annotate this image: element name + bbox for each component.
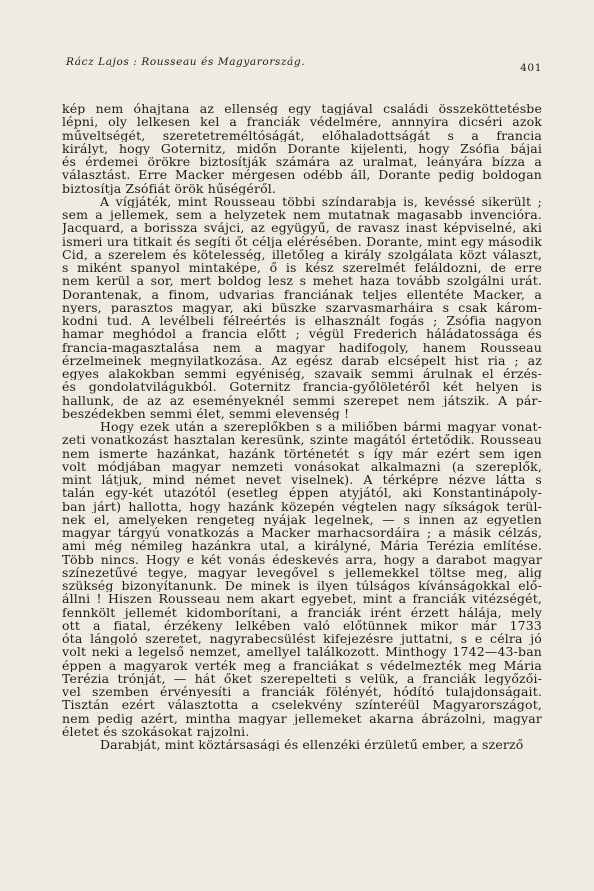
text-line: vel szemben érvényesíti a franciák fölényét, hódító tulajdonságait. (62, 685, 542, 699)
text-line: A vígjáték, mint Rousseau többi színdarabja is, kevéssé sikerült ; (100, 194, 542, 208)
text-line: volt neki a legelső nemzet, amellyel találkozott. Minthogy 1742—43-ban (62, 645, 542, 659)
running-title: Rácz Lajos : Rousseau és Magyarország. (66, 56, 306, 68)
paragraph (62, 420, 542, 738)
text-line: fennkölt jellemét kidomborítani, a franciák irént érzett hálája, mely (62, 605, 542, 619)
text-line: lépni, oly lelkesen kel a franciák védelmére, annnyira dicséri azok (62, 115, 542, 129)
text-line: műveltségét, szeretetreméltóságát, előhaladottságát s a francia (62, 128, 542, 142)
text-line: ismeri ura titkait és segíti őt célja elérésében. Dorante, mint egy második (62, 234, 542, 248)
text-line: beszédekben semmi élet, semmi elevenség ! (62, 406, 350, 420)
paragraph (62, 195, 542, 420)
text-line: éppen a magyarok verték meg a franciákat s védelmezték meg Mária (62, 658, 542, 672)
text-line: nem kerül a sor, mert boldog lesz s mehet haza tovább szolgálni urát. (62, 274, 542, 288)
text-line: ban járt) hallotta, hogy hazánk közepén végtelen nagy síkságok terül- (62, 499, 542, 513)
text-line: szükség bizonyítanunk. De minek is ilyen túlságos kívánságokkal elő- (62, 579, 542, 593)
text-line: s miként spanyol mintaképe, ő is kész szerelmét feláldozni, de erre (62, 261, 542, 275)
text-line: Dorantenak, a finom, udvarias franciának teljes ellentéte Macker, a (62, 287, 542, 301)
text-line: francia-magasztalása nem a magyar hadifogoly, hanem Rousseau (62, 340, 542, 354)
text-line: nyers, parasztos magyar, aki büszke szarvasmarháira s csak károm- (62, 300, 542, 314)
text-line: nem pedig azért, mintha magyar jellemeket akarna ábrázolni, magyar (62, 711, 542, 725)
text-line: hamar meghódol a francia előtt ; végül Frederich háládatossága és (62, 327, 542, 341)
text-line: ami még némileg hazánkra utal, a királyné, Mária Terézia említése. (62, 539, 542, 553)
text-line: Jacquard, a borissza svájci, az együgyű, de ravasz inast képviselné, aki (62, 221, 542, 235)
text-line: nek el, amelyeken rengeteg nyájak legelnek, — s innen az egyetlen (62, 512, 542, 526)
text-line: színezetűvé tegye, magyar levegővel s jellemekkel töltse meg, alig (62, 565, 542, 579)
body-text (62, 102, 542, 751)
text-line: Darabját, mint köztársasági és ellenzéki érzületű ember, a szerző (100, 738, 524, 752)
text-line: egyes alakokban semmi egyéniség, szavaik semmi árulnak el érzés- (62, 367, 542, 381)
text-line: volt módjában magyar nemzeti vonásokat alkalmazni (a szereplők, (62, 459, 542, 473)
text-line: Több nincs. Hogy e két vonás édeskevés arra, hogy a darabot magyar (62, 552, 542, 566)
text-line: kép nem óhajtana az ellenség egy tagjával családi összeköttetésbe (62, 102, 542, 116)
text-line: nem ismerte hazánkat, hazánk történetét s így már ezért sem igen (62, 446, 542, 460)
running-head (66, 56, 542, 72)
text-line: érzelmeinek megnyilatkozása. Az egész darab elcsépelt hist ria ; az (62, 353, 542, 367)
text-line: Tisztán ezért választotta a cselekvény színteréül Magyarországot, (62, 698, 542, 712)
text-line: kodni tud. A levélbeli félreértés is elhasznált fogás ; Zsófia nagyon (62, 314, 542, 328)
text-line: óta lángoló szeretet, nagyrabecsülést kifejezésre juttatni, s e célra jó (62, 632, 542, 646)
text-line: életet és szokásokat rajzolni. (62, 724, 250, 738)
page-number: 401 (520, 62, 542, 74)
text-line: ott a fiatal, érzékeny lelkében való előtünnek mikor már 1733 (62, 618, 542, 632)
text-line: magyar tárgyú vonatkozás a Macker marhacsordáira ; a másik célzás, (62, 526, 542, 540)
text-line: Terézia trónját, — hát őket szerepelteti s velük, a franciák legyőzői- (62, 671, 542, 685)
text-line: választást. Erre Macker mérgesen odébb áll, Dorante pedig boldogan (62, 168, 542, 182)
text-line: mint látjuk, mind német nevet viselnek). A térképre nézve látta s (62, 473, 542, 487)
paragraph (62, 738, 542, 751)
text-line: állni ! Hiszen Rousseau nem akart egyebet, mint a franciák vitézségét, (62, 592, 542, 606)
text-line: sem a jellemek, sem a helyzetek nem mutatnak magasabb invencióra. (62, 208, 542, 222)
text-line: és érdemei örökre biztosítják számára az uralmat, leányára bízza a (62, 155, 542, 169)
text-line: királyt, hogy Goternitz, midőn Dorante kijelenti, hogy Zsófia bájai (62, 141, 542, 155)
text-line: zeti vonatkozást hasztalan keresünk, szinte magától értetődik. Rousseau (62, 433, 542, 447)
text-line: biztosítja Zsófiát örök hűségéről. (62, 181, 277, 195)
text-line: Cid, a szerelem és kötelesség, illetőleg a király szolgálata közt választ, (62, 247, 542, 261)
text-line: Hogy ezek után a szereplőkben s a miliőben bármi magyar vonat- (100, 420, 542, 434)
text-line: és gondolatvilágukból. Goternitz francia-győlöletéről két helyen is (62, 380, 542, 394)
paragraph (62, 102, 542, 195)
text-line: hallunk, de az az eseményeknél semmi szerepet nem játszik. A pár- (62, 393, 542, 407)
text-line: talán egy-két utazótól (esetleg éppen atyjától, aki Konstantinápoly- (62, 486, 542, 500)
